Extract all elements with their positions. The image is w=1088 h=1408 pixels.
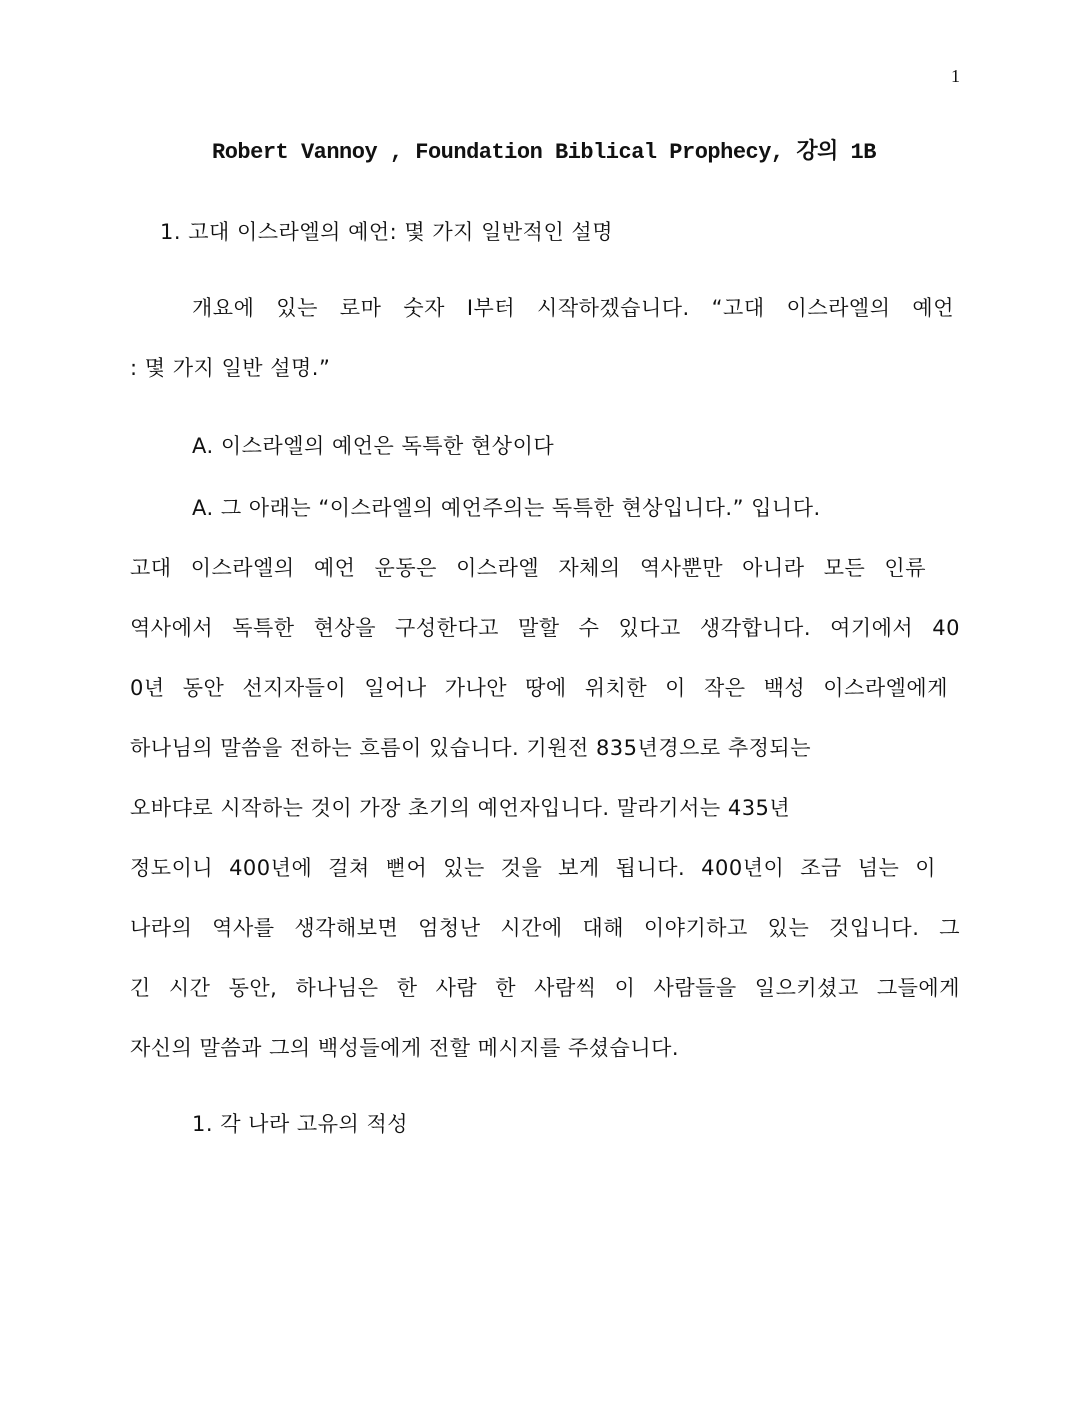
paragraph-line: 고대 이스라엘의 예언 운동은 이스라엘 자체의 역사뿐만 아니라 모든 인류 <box>130 556 926 580</box>
intro-line: 개요에 있는 로마 숫자 I부터 시작하겠습니다. “고대 이스라엘의 예언 <box>192 296 954 320</box>
paragraph-line: 하나님의 말씀을 전하는 흐름이 있습니다. 기원전 835년경으로 추정되는 <box>130 736 811 760</box>
subsection-heading: 1. 각 나라 고유의 적성 <box>192 1112 409 1136</box>
paragraph-line: 정도이니 400년에 걸쳐 뻗어 있는 것을 보게 됩니다. 400년이 조금 넘는 이 <box>130 856 936 880</box>
page-number: 1 <box>951 66 960 86</box>
paragraph-line: 역사에서 독특한 현상을 구성한다고 말할 수 있다고 생각합니다. 여기에서 40 <box>130 616 960 640</box>
paragraph-line: 나라의 역사를 생각해보면 엄청난 시간에 대해 이야기하고 있는 것입니다. 그 <box>130 916 960 940</box>
paragraph-line: 오바댜로 시작하는 것이 가장 초기의 예언자입니다. 말라기서는 435년 <box>130 796 791 820</box>
subsection-heading: A. 이스라엘의 예언은 독특한 현상이다 <box>192 434 555 458</box>
document-title: Robert Vannoy , Foundation Biblical Prophecy, 강의 1B <box>212 140 876 165</box>
intro-line: : 몇 가지 일반 설명.” <box>130 356 331 380</box>
paragraph-line: A. 그 아래는 “이스라엘의 예언주의는 독특한 현상입니다.” 입니다. <box>192 496 821 520</box>
paragraph-line: 자신의 말씀과 그의 백성들에게 전할 메시지를 주셨습니다. <box>130 1036 680 1060</box>
paragraph-line: 0년 동안 선지자들이 일어나 가나안 땅에 위치한 이 작은 백성 이스라엘에게 <box>130 676 948 700</box>
section-heading: 1. 고대 이스라엘의 예언: 몇 가지 일반적인 설명 <box>160 220 613 244</box>
paragraph-line: 긴 시간 동안, 하나님은 한 사람 한 사람씩 이 사람들을 일으키셨고 그들에게 <box>130 976 960 1000</box>
